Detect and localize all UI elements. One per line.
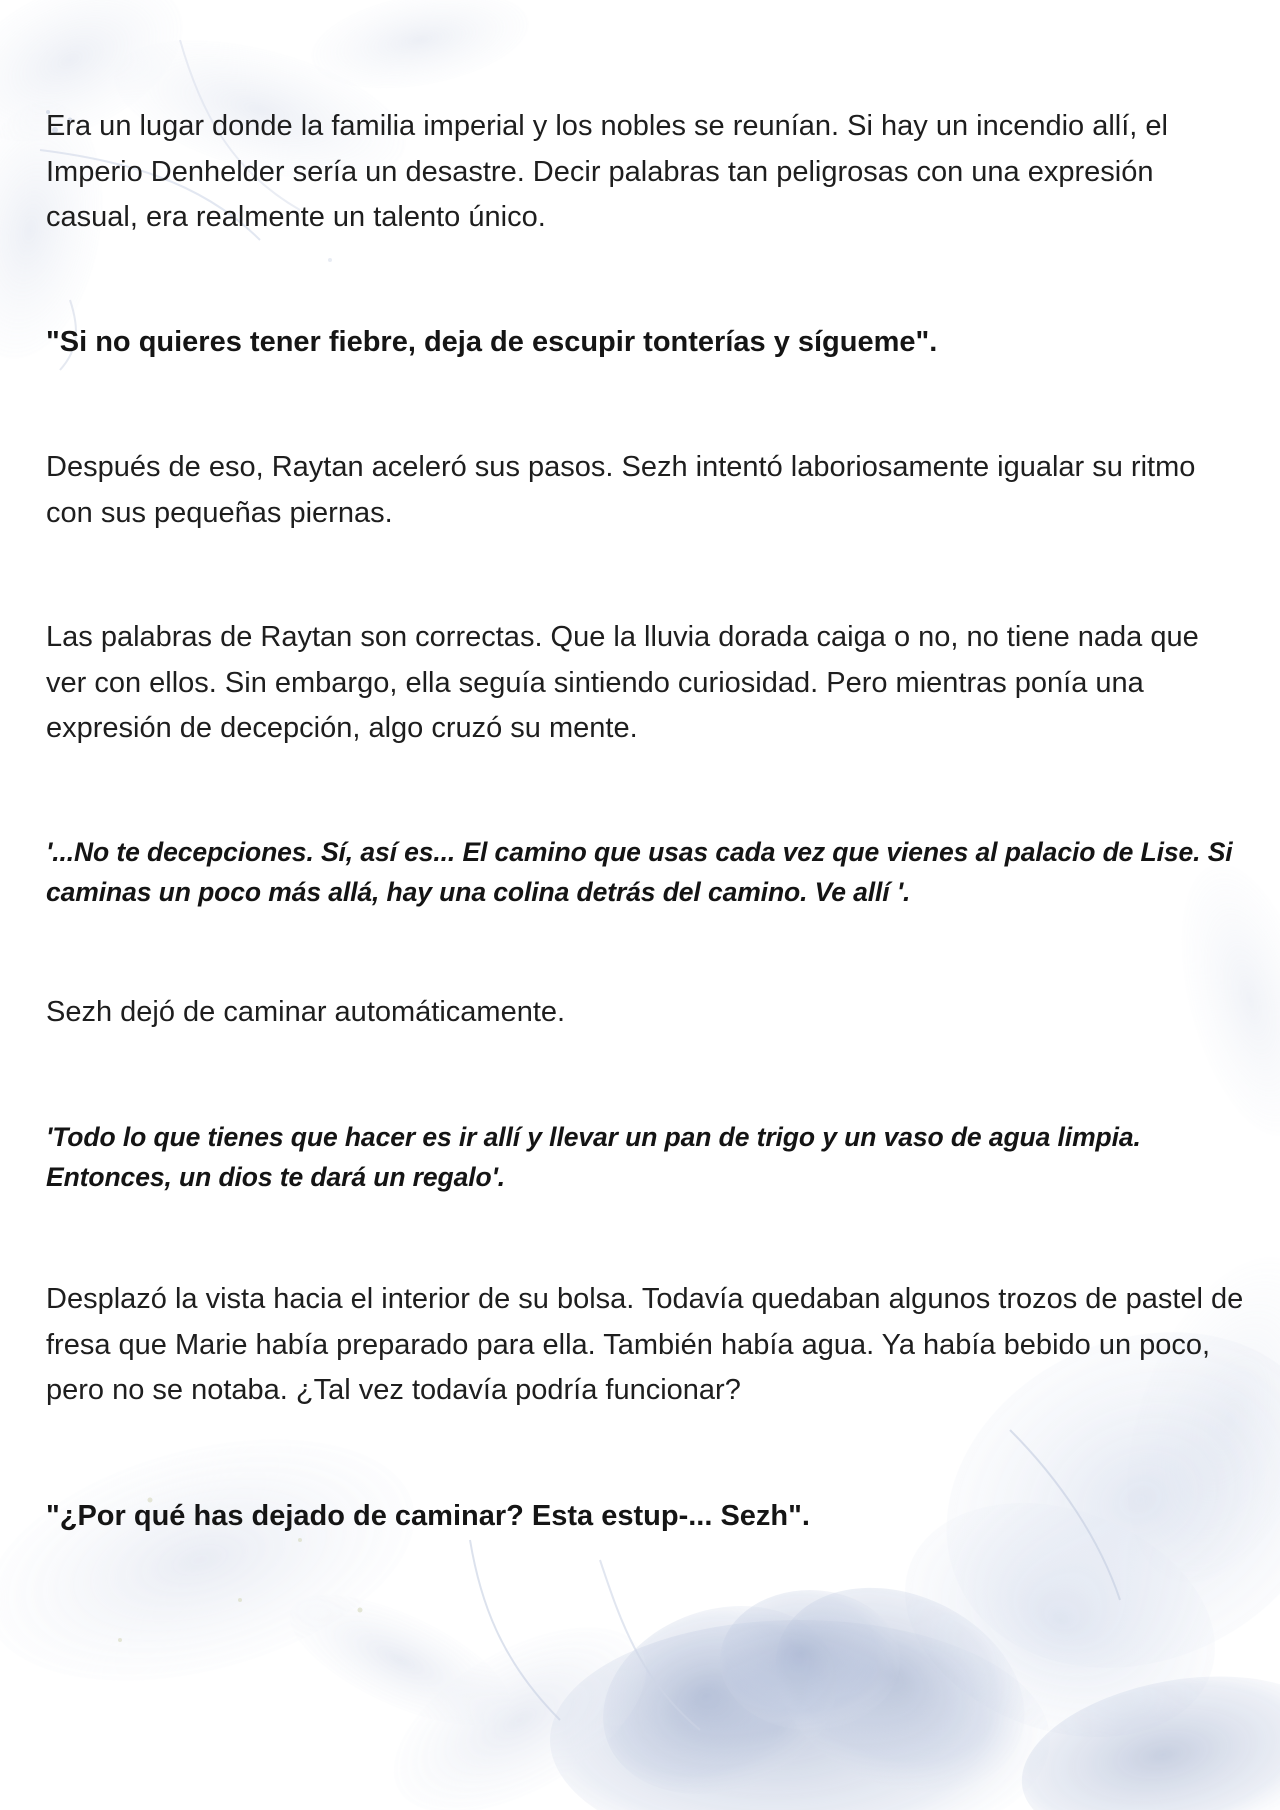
dialogue-raytan-2: "¿Por qué has dejado de caminar? Esta estup-... Sezh".: [46, 1500, 810, 1532]
dialogue-raytan-1: "Si no quieres tener fiebre, deja de escupir tonterías y sígueme".: [46, 326, 938, 358]
inner-thought-1: '...No te decepciones. Sí, así es... El camino que usas cada vez que vienes al palacio de Lise. Si caminas un poco más allá, hay una colina detrás del camino. Ve allí '.: [46, 837, 1233, 907]
paragraph-1: Era un lugar donde la familia imperial y los nobles se reunían. Si hay un incendio allí, el Imperio Denhelder sería un desastre. Decir palabras tan peligrosas con una expresión casual, era realmente un talento único.: [46, 110, 1168, 233]
paragraph-5: Desplazó la vista hacia el interior de su bolsa. Todavía quedaban algunos trozos de pastel de fresa que Marie había preparado para ella. También había agua. Ya había bebido un poco, pero no se notaba. ¿Tal vez todavía podría funcionar?: [46, 1283, 1244, 1406]
paragraph-3: Las palabras de Raytan son correctas. Que la lluvia dorada caiga o no, no tiene nada que ver con ellos. Sin embargo, ella seguía sintiendo curiosidad. Pero mientras ponía una expresión de decepción, algo cruzó su mente.: [46, 621, 1199, 744]
paragraph-2: Después de eso, Raytan aceleró sus pasos. Sezh intentó laboriosamente igualar su ritmo con sus pequeñas piernas.: [46, 451, 1196, 529]
paragraph-4: Sezh dejó de caminar automáticamente.: [46, 996, 566, 1028]
inner-thought-2: 'Todo lo que tienes que hacer es ir allí y llevar un pan de trigo y un vaso de agua limpia. Entonces, un dios te dará un regalo'.: [46, 1122, 1141, 1192]
